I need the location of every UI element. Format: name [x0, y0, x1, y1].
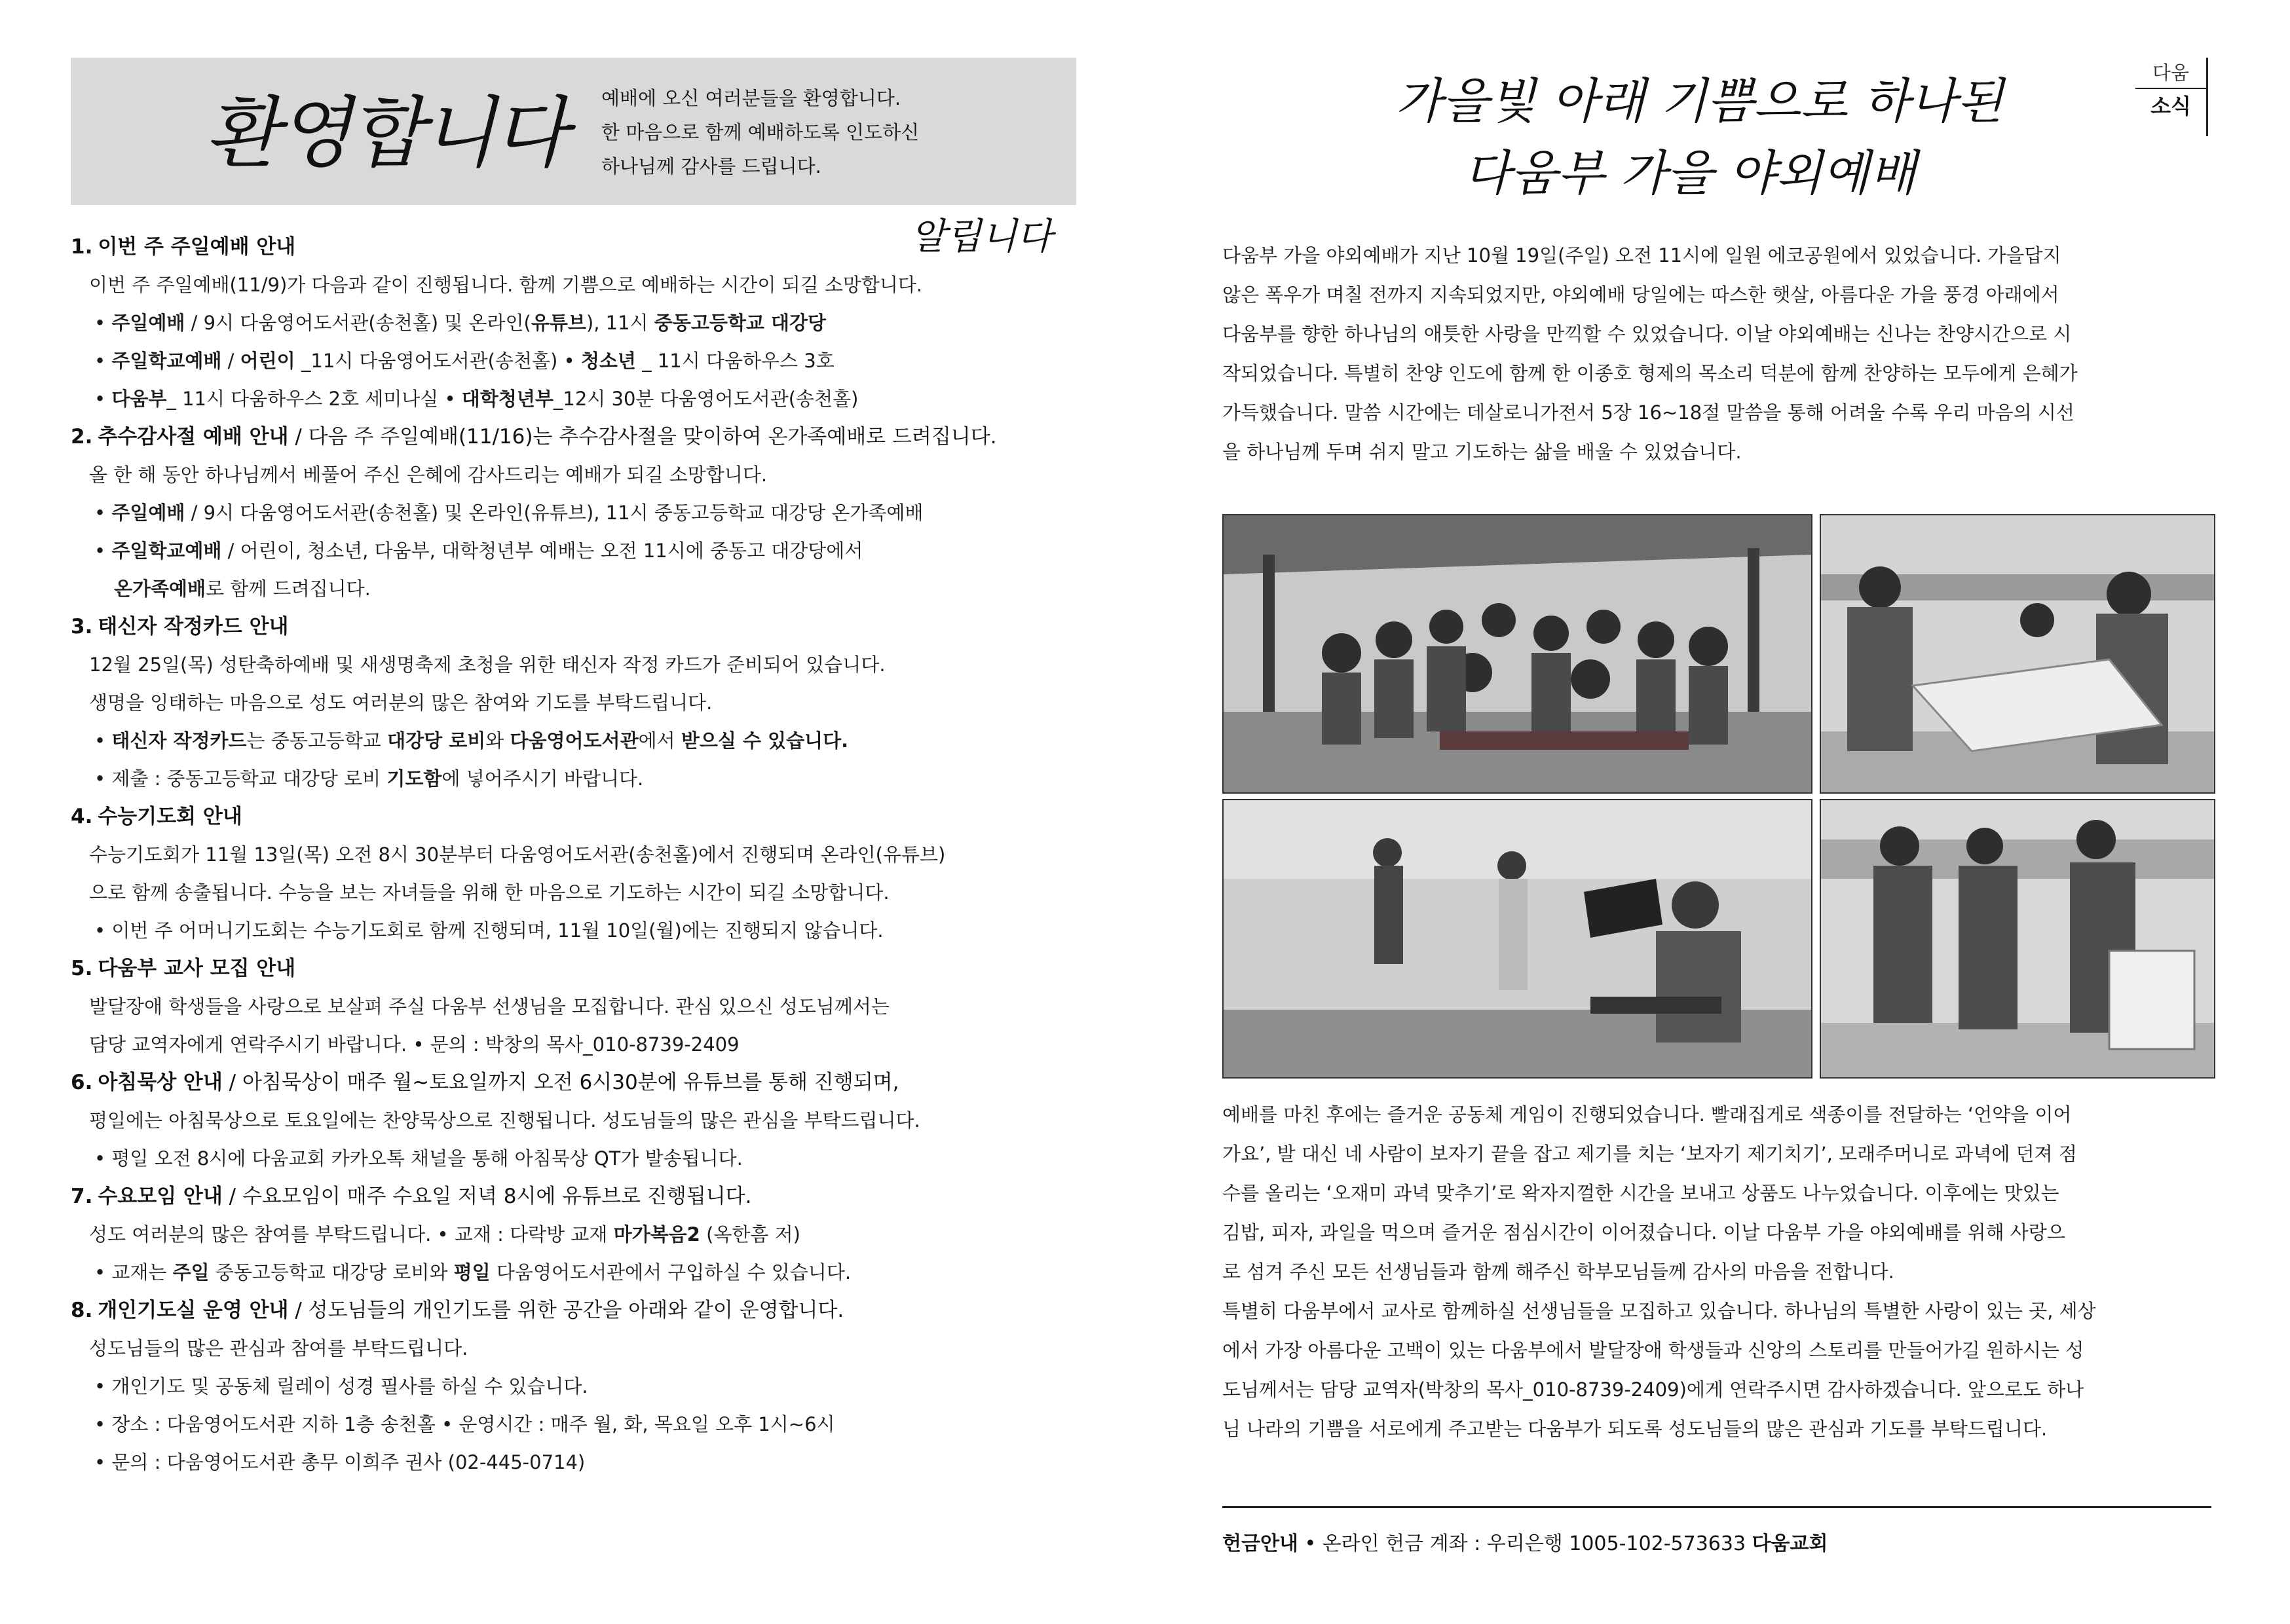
line-text: 에 넣어주시기 바랍니다.	[441, 767, 644, 790]
notice-bullet-line	[71, 342, 1093, 380]
offering-label: 헌금안내	[1222, 1532, 1298, 1555]
notice-subtitle: / 성도님들의 개인기도를 위한 공간을 아래와 같이 운영합니다.	[288, 1299, 844, 1322]
notice-bullet-line	[71, 304, 1093, 342]
story-line: 예배를 마친 후에는 즐거운 공동체 게임이 진행되었습니다. 빨래집게로 색종이를 전달하는 ‘언약을 이어	[1222, 1103, 2072, 1126]
line-text: 에서	[638, 729, 681, 752]
notice-subtitle: / 다음 주 주일예배(11/16)는 추수감사절을 맞이하여 온가족예배로 드려집니다.	[288, 425, 997, 449]
story-paragraph-1	[1222, 236, 2211, 471]
line-text: 성도님들의 많은 관심과 참여를 부탁드립니다.	[89, 1337, 468, 1359]
story-title-line2: 다움부 가을 야외예배	[1463, 145, 1917, 202]
story-line: 가득했습니다. 말씀 시간에는 데살로니가전서 5장 16~18절 말씀을 통해 어려울 수록 우리 마음의 시선	[1222, 401, 2074, 424]
line-text: • 제출 : 중동고등학교 대강당 로비	[94, 767, 387, 790]
emphasis-text: 청소년	[580, 350, 636, 372]
section-tag-line1: 다움	[2152, 62, 2190, 84]
notice-title: 개인기도실 운영 안내	[98, 1299, 289, 1322]
notice-section	[71, 950, 1093, 1063]
notice-title: 다움부 교사 모집 안내	[98, 957, 296, 980]
story-title	[1395, 65, 2004, 210]
notice-section	[71, 228, 1093, 418]
notice-section	[71, 798, 1093, 950]
line-text: • 평일 오전 8시에 다움교회 카카오톡 채널을 통해 아침묵상 QT가 발송됩니다.	[94, 1147, 743, 1170]
line-text: • 교재는	[94, 1261, 173, 1283]
line-text: 평일에는 아침묵상으로 토요일에는 찬양묵상으로 진행됩니다. 성도님들의 많은 관심을 부탁드립니다.	[89, 1109, 920, 1132]
notice-line	[71, 456, 1093, 494]
notice-heading	[71, 1063, 1093, 1101]
story-title-line1: 가을빛 아래 기쁨으로 하나된	[1395, 73, 2004, 130]
notice-section	[71, 418, 1093, 608]
notice-line	[71, 987, 1093, 1025]
notice-section	[71, 608, 1093, 798]
offering-account-name: 다움교회	[1752, 1532, 1828, 1555]
line-text: 생명을 잉태하는 마음으로 성도 여러분의 많은 참여와 기도를 부탁드립니다.	[89, 692, 713, 714]
line-text: _ 11시 다움하우스 2호 세미나실 •	[166, 388, 462, 410]
section-tag	[2135, 58, 2208, 136]
line-text: 와	[485, 729, 510, 752]
notice-title: 추수감사절 예배 안내	[98, 425, 289, 449]
notice-line	[71, 1101, 1093, 1139]
notice-line	[71, 266, 1093, 304]
notice-title: 수요모임 안내	[98, 1185, 223, 1208]
notice-bullet-line	[71, 760, 1093, 798]
notice-section	[71, 1063, 1093, 1177]
line-text: 담당 교역자에게 연락주시기 바랍니다. • 문의 : 박창의 목사_010-8739-2409	[89, 1033, 740, 1056]
emphasis-text: 주일학교예배	[111, 350, 222, 372]
line-text: •	[94, 729, 112, 752]
notice-bullet-line	[71, 1139, 1093, 1177]
welcome-message	[601, 81, 1060, 183]
line-text: 12월 25일(목) 성탄축하예배 및 새생명축제 초청을 위한 태신자 작정 카드가 준비되어 있습니다.	[89, 654, 886, 676]
line-text: _12시 30분 다움영어도서관(송천홀)	[553, 388, 859, 410]
notice-heading	[71, 950, 1093, 987]
line-text: • 이번 주 어머니기도회는 수능기도회로 함께 진행되며, 11월 10일(월)에는 진행되지 않습니다.	[94, 919, 884, 942]
notice-title: 태신자 작정카드 안내	[98, 615, 289, 638]
photo-game-prize	[1820, 799, 2215, 1079]
notice-bullet-line	[71, 494, 1093, 532]
line-text: •	[94, 350, 112, 372]
photo-worship-music	[1222, 799, 1812, 1079]
line-text: 올 한 해 동안 하나님께서 베풀어 주신 은혜에 감사드리는 예배가 되길 소망합니다.	[89, 464, 768, 486]
line-text: •	[94, 312, 112, 334]
emphasis-text: 대학청년부	[461, 388, 554, 410]
story-line: 작되었습니다. 특별히 찬양 인도에 함께 한 이종호 형제의 목소리 덕분에 함께 찬양하는 모두에게 은혜가	[1222, 362, 2078, 384]
line-text: •	[94, 540, 112, 562]
story-line: 특별히 다움부에서 교사로 함께하실 선생님들을 모집하고 있습니다. 하나님의 특별한 사랑이 있는 곳, 세상	[1222, 1300, 2096, 1322]
story-line: 김밥, 피자, 과일을 먹으며 즐거운 점심시간이 이어졌습니다. 이날 다움부 가을 야외예배를 위해 사랑으	[1222, 1221, 2065, 1244]
emphasis-text: 온가족예배	[114, 578, 206, 600]
line-text: 발달장애 학생들을 사랑으로 보살펴 주실 다움부 선생님을 모집합니다. 관심 있으신 성도님께서는	[89, 995, 890, 1018]
line-text: 이번 주 주일예배(11/9)가 다음과 같이 진행됩니다. 함께 기쁨으로 예배하는 시간이 되길 소망합니다.	[89, 274, 923, 296]
line-text: / 9시 다움영어도서관(송천홀) 및 온라인(	[185, 312, 531, 334]
story-line: 수를 올리는 ‘오재미 과녁 맞추기’로 왁자지껄한 시간을 보내고 상품도 나누었습니다. 이후에는 맛있는	[1222, 1182, 2059, 1204]
notice-bullet-line	[71, 1367, 1093, 1405]
notice-heading	[71, 608, 1093, 646]
line-text: 다움영어도서관에서 구입하실 수 있습니다.	[490, 1261, 852, 1283]
story-line: 로 섬겨 주신 모든 선생님들과 함께 해주신 학부모님들께 감사의 마음을 전합니다.	[1222, 1261, 1894, 1283]
emphasis-text: 태신자 작정카드	[111, 729, 247, 752]
photo-game-cloth	[1820, 514, 2215, 794]
line-text: •	[94, 502, 112, 524]
line-text: /	[221, 350, 240, 372]
emphasis-text: 어린이	[240, 350, 295, 372]
notice-subtitle: / 수요모임이 매주 수요일 저녁 8시에 유튜브로 진행됩니다.	[222, 1185, 752, 1208]
notice-number: 6.	[71, 1071, 93, 1094]
notice-section	[71, 1177, 1093, 1291]
line-text: 수능기도회가 11월 13일(목) 오전 8시 30분부터 다움영어도서관(송천홀)에서 진행되며 온라인(유튜브)	[89, 843, 946, 866]
story-line: 다움부 가을 야외예배가 지난 10월 19일(주일) 오전 11시에 일원 에코공원에서 있었습니다. 가을답지	[1222, 244, 2061, 267]
line-text: 는 중동고등학교	[246, 729, 388, 752]
notice-number: 5.	[71, 957, 93, 980]
emphasis-text: 기도함	[386, 767, 442, 790]
photo-group-gazebo	[1222, 514, 1812, 794]
line-text: / 9시 다움영어도서관(송천홀) 및 온라인(유튜브), 11시 중동고등학교 대강당 온가족예배	[185, 502, 924, 524]
offering-info	[1222, 1526, 1828, 1562]
line-text: • 문의 : 다움영어도서관 총무 이희주 권사 (02-445-0714)	[94, 1451, 586, 1473]
notice-line	[71, 646, 1093, 684]
notice-line	[71, 1329, 1093, 1367]
notice-bullet-line	[71, 1443, 1093, 1481]
notice-bullet-line	[71, 532, 1093, 570]
notice-heading	[71, 228, 1093, 266]
line-text: / 어린이, 청소년, 다움부, 대학청년부 예배는 오전 11시에 중동고 대강당에서	[221, 540, 863, 562]
notice-subtitle: / 아침묵상이 매주 월~토요일까지 오전 6시30분에 유튜브를 통해 진행되며,	[222, 1071, 899, 1094]
line-text: 로 함께 드려집니다.	[206, 578, 371, 600]
line-text: 중동고등학교 대강당 로비와	[209, 1261, 454, 1283]
notice-bullet-line	[71, 912, 1093, 950]
notice-number: 1.	[71, 235, 93, 259]
notice-heading	[71, 798, 1093, 836]
story-line: 않은 폭우가 며칠 전까지 지속되었지만, 야외예배 당일에는 따스한 햇살, 아름다운 가을 풍경 아래에서	[1222, 284, 2059, 306]
emphasis-text: 마가복음2	[613, 1223, 700, 1246]
notice-title: 이번 주 주일예배 안내	[98, 235, 296, 259]
notice-line	[71, 1025, 1093, 1063]
emphasis-text: 받으실 수 있습니다.	[681, 729, 849, 752]
line-text: • 개인기도 및 공동체 릴레이 성경 필사를 하실 수 있습니다.	[94, 1375, 588, 1397]
notice-bullet-line	[71, 722, 1093, 760]
notice-bullet-line	[71, 380, 1093, 418]
story-line: 님 나라의 기쁨을 서로에게 주고받는 다움부가 되도록 성도님들의 많은 관심과 기도를 부탁드립니다.	[1222, 1418, 2048, 1440]
emphasis-text: 주일학교예배	[111, 540, 222, 562]
line-text: • 장소 : 다움영어도서관 지하 1층 송천홀 • 운영시간 : 매주 월, 화, 목요일 오후 1시~6시	[94, 1413, 835, 1435]
section-tag-line2: 소식	[2135, 88, 2206, 123]
notice-number: 8.	[71, 1299, 93, 1322]
welcome-title-lettering: 환영합니다	[205, 88, 565, 178]
story-line: 을 하나님께 두며 쉬지 말고 기도하는 삶을 배울 수 있었습니다.	[1222, 441, 1742, 463]
line-text: 으로 함께 송출됩니다. 수능을 보는 자녀들을 위해 한 마음으로 기도하는 시간이 되길 소망합니다.	[89, 881, 890, 904]
emphasis-text: 다움영어도서관	[510, 729, 639, 752]
story-line: 다움부를 향한 하나님의 애틋한 사랑을 만끽할 수 있었습니다. 이날 야외예배는 신나는 찬양시간으로 시	[1222, 323, 2072, 345]
welcome-message-line: 예배에 오신 여러분들을 환영합니다.	[601, 87, 901, 109]
emphasis-text: 대강당 로비	[387, 729, 486, 752]
line-text: _11시 다움영어도서관(송천홀) •	[295, 350, 581, 372]
notice-title: 수능기도회 안내	[98, 805, 242, 828]
story-line: 가요’, 발 대신 네 사람이 보자기 끝을 잡고 제기를 치는 ‘보자기 제기치기’, 모래주머니로 과녁에 던져 점	[1222, 1143, 2077, 1165]
line-text: •	[94, 388, 112, 410]
line-text: _ 11시 다움하우스 3호	[635, 350, 835, 372]
emphasis-text: 주일	[172, 1261, 210, 1283]
story-line: 도님께서는 담당 교역자(박창의 목사_010-8739-2409)에게 연락주시면 감사하겠습니다. 앞으로도 하나	[1222, 1378, 2084, 1401]
notice-line	[71, 1215, 1093, 1253]
welcome-message-line: 한 마음으로 함께 예배하도록 인도하신	[601, 121, 920, 143]
notice-line	[71, 570, 1093, 608]
emphasis-text: 다움부	[111, 388, 167, 410]
notice-number: 3.	[71, 615, 93, 638]
notice-bullet-line	[71, 1253, 1093, 1291]
notice-bullet-line	[71, 1405, 1093, 1443]
notice-number: 4.	[71, 805, 93, 828]
welcome-banner	[71, 58, 1076, 205]
line-text: ), 11시	[586, 312, 654, 334]
notice-number: 7.	[71, 1185, 93, 1208]
emphasis-text: 유튜브	[531, 312, 586, 334]
line-text: 성도 여러분의 많은 참여를 부탁드립니다. • 교재 : 다락방 교재	[89, 1223, 614, 1246]
notice-line	[71, 874, 1093, 912]
story-paragraph-2	[1222, 1095, 2211, 1449]
notice-heading	[71, 418, 1093, 456]
emphasis-text: 주일예배	[111, 312, 185, 334]
notice-heading	[71, 1291, 1093, 1329]
notice-line	[71, 836, 1093, 874]
notice-number: 2.	[71, 425, 93, 449]
notice-heading	[71, 1177, 1093, 1215]
notice-title: 아침묵상 안내	[98, 1071, 223, 1094]
notice-line	[71, 684, 1093, 722]
emphasis-text: 평일	[453, 1261, 491, 1283]
notices-list	[71, 228, 1093, 1481]
welcome-message-line: 하나님께 감사를 드립니다.	[601, 155, 821, 177]
offering-divider	[1222, 1506, 2211, 1508]
line-text: (옥한흠 저)	[700, 1223, 800, 1246]
emphasis-text: 주일예배	[111, 502, 185, 524]
offering-account: • 온라인 헌금 계좌 : 우리은행 1005-102-573633	[1298, 1532, 1752, 1555]
notices-heading-lettering: 알립니다	[910, 215, 1053, 258]
story-line: 에서 가장 아름다운 고백이 있는 다움부에서 발달장애 학생들과 신앙의 스토리를 만들어가길 원하시는 성	[1222, 1339, 2084, 1361]
emphasis-text: 중동고등학교 대강당	[654, 312, 827, 334]
notice-section	[71, 1291, 1093, 1481]
